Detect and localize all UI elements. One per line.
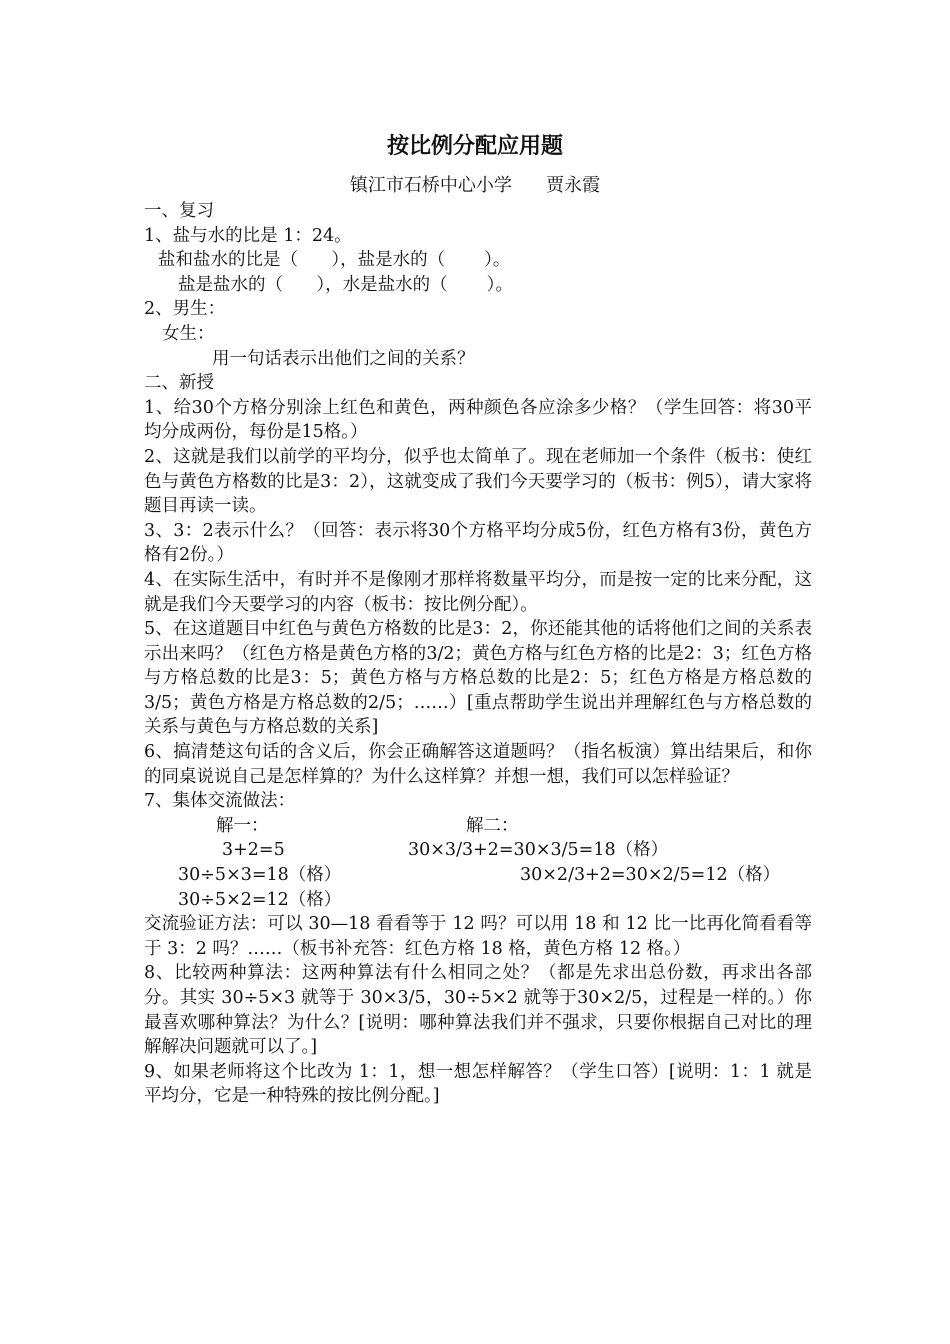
verification-paragraph: 交流验证方法：可以 30—18 看看等于 12 吗？可以用 18 和 12 比一比再化简看看等于 3：2 吗？……（板书补充答：红色方格 18 格，黄色方格 12 格。） [144,914,812,959]
review-question-1: 1、盐与水的比是 1：24。 [144,225,352,246]
solution-1-line-2: 30÷5×3=18（格） [178,865,342,886]
new-lesson-paragraph-3: 3、3：2表示什么？（回答：表示将30个方格平均分成5份，红色方格有3份，黄色方格有2份。） [144,520,812,566]
document-author: 镇江市石桥中心小学 贾永霞 [349,175,601,196]
document-body [144,199,812,1109]
solution-1-line-1: 3+2=5 [222,840,285,861]
new-lesson-paragraph-2: 2、这就是我们以前学的平均分，似乎也太简单了。现在老师加一个条件（板书：使红色与黄色方格数的比是3：2），这就变成了我们今天要学习的（板书：例5），请大家将题目再读一读。 [144,446,812,517]
solution-1-line-3: 30÷5×2=12（格） [178,889,342,910]
review-question-2: 2、男生： [144,299,226,320]
new-lesson-heading: 二、新授 [144,373,214,394]
document-title: 按比例分配应用题 [386,133,563,159]
review-question-1-part-a: 盐和盐水的比是（ ），盐是水的（ ）。 [158,250,511,271]
new-lesson-paragraph-4: 4、在实际生活中，有时并不是像刚才那样将数量平均分，而是按一定的比来分配，这就是我们今天要学习的内容（板书：按比例分配）。 [144,569,812,615]
solution-labels-row [144,814,812,839]
solution-row-1 [144,838,812,863]
review-question-1-part-b: 盐是盐水的（ ），水是盐水的（ ）。 [178,274,513,295]
new-lesson-paragraph-8: 8、比较两种算法：这两种算法有什么相同之处？（都是先求出总份数，再求出各部分。其实 30÷5×3 就等于 30×3/5，30÷5×2 就等于30×2/5，过程是一样的。）你最喜欢哪种算法？为什么？[说明：哪种算法我们并不强求，只要你根据自己对比的理解解决问题就可以了。] [144,963,812,1058]
new-lesson-paragraph-6: 6、搞清楚这句话的含义后，你会正确解答这道题吗？（指名板演）算出结果后，和你的同桌说说自己是怎样算的？为什么这样算？并想一想，我们可以怎样验证？ [144,742,812,787]
solution-row-2 [144,863,812,888]
new-lesson-paragraph-1: 1、给30个方格分别涂上红色和黄色，两种颜色各应涂多少格？（学生回答：将30平均分成两份，每份是15格。） [144,397,812,443]
solution-2-line-2: 30×2/3+2=30×2/5=12（格） [520,865,781,886]
solution-2-label: 解二： [466,815,519,836]
review-question-2-part-a: 女生： [162,323,215,344]
solution-1-label: 解一： [216,815,269,836]
review-question-2-part-b: 用一句话表示出他们之间的关系？ [212,348,475,369]
new-lesson-paragraph-5: 5、在这道题目中红色与黄色方格数的比是3：2，你还能其他的话将他们之间的关系表示出来吗？（红色方格是黄色方格的3/2；黄色方格与红色方格的比是2：3；红色方格与方格总数的比是3：5；黄色方格与方格总数的比是2：5；红色方格是方格总数的3/5；黄色方格是方格总数的2/5；……）[重点帮助学生说出并理解红色与方格总数的关系与黄色与方格总数的关系] [144,619,812,738]
review-heading: 一、复习 [144,201,214,221]
new-lesson-paragraph-7: 7、集体交流做法： [144,791,296,812]
solution-2-line-1: 30×3/3+2=30×3/5=18（格） [408,840,669,861]
new-lesson-paragraph-9: 9、如果老师将这个比改为 1：1，想一想怎样解答？（学生口答）[说明：1：1 就是平均分，它是一种特殊的按比例分配。] [144,1061,812,1107]
solution-row-3 [144,888,812,913]
